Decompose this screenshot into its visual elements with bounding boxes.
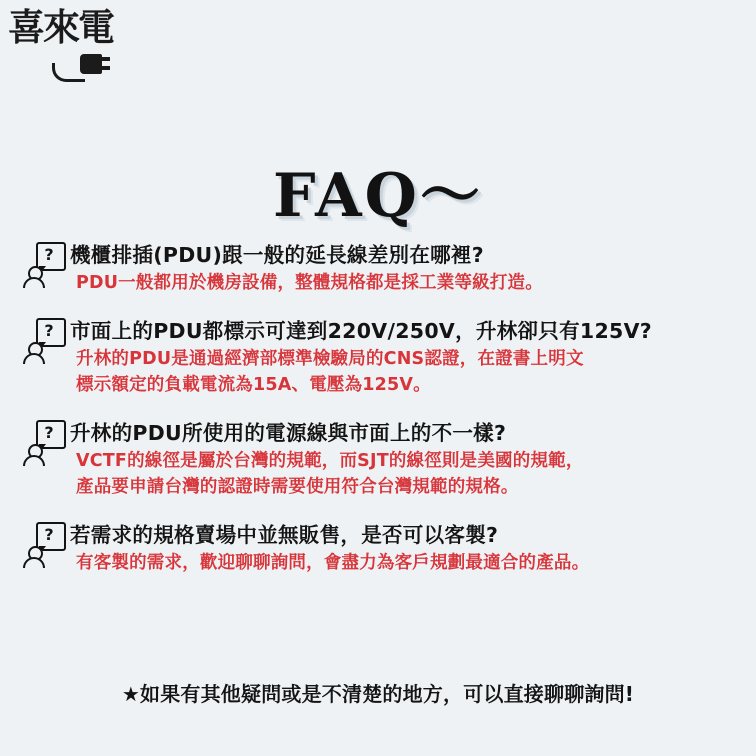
faq-answer-line: 有客製的需求，歡迎聊聊詢問，會盡力為客戶規劃最適合的產品。 (76, 553, 590, 573)
question-speech-bubble-icon (22, 420, 66, 466)
footer-note: ★如果有其他疑問或是不清楚的地方，可以直接聊聊詢問! (121, 682, 635, 706)
faq-question: 機櫃排插(PDU)跟一般的延長線差別在哪裡? (70, 243, 484, 267)
faq-item-1 (18, 240, 744, 296)
faq-answer-line: 標示額定的負載電流為15A、電壓為125V。 (76, 375, 431, 395)
logo-text: 喜來電 (8, 6, 113, 49)
bubble-question-mark: ? (44, 525, 54, 544)
faq-item-2 (18, 316, 744, 398)
faq-answer (70, 550, 744, 576)
faq-list (18, 240, 744, 596)
question-speech-bubble-icon (22, 242, 66, 288)
question-speech-bubble-icon (22, 522, 66, 568)
faq-answer (70, 448, 744, 500)
faq-item-4 (18, 520, 744, 576)
faq-answer-line: VCTF的線徑是屬於台灣的規範，而SJT的線徑則是美國的規範， (76, 451, 584, 471)
page-title: FAQ～ (273, 161, 483, 231)
power-plug-icon (80, 48, 134, 80)
faq-answer-line: PDU一般都用於機房設備，整體規格都是採工業等級打造。 (76, 273, 543, 293)
faq-item-3 (18, 418, 744, 500)
bubble-question-mark: ? (44, 245, 54, 264)
site-logo (8, 8, 138, 86)
faq-question: 市面上的PDU都標示可達到220V/250V，升林卻只有125V? (70, 319, 652, 343)
faq-answer-line: 產品要申請台灣的認證時需要使用符合台灣規範的規格。 (76, 477, 519, 497)
faq-question: 升林的PDU所使用的電源線與市面上的不一樣? (70, 421, 507, 445)
faq-question: 若需求的規格賣場中並無販售，是否可以客製? (70, 523, 499, 547)
bubble-question-mark: ? (44, 321, 54, 340)
faq-answer-line: 升林的PDU是通過經濟部標準檢驗局的CNS認證，在證書上明文 (76, 349, 584, 369)
question-speech-bubble-icon (22, 318, 66, 364)
faq-answer (70, 270, 744, 296)
bubble-question-mark: ? (44, 423, 54, 442)
faq-answer (70, 346, 744, 398)
